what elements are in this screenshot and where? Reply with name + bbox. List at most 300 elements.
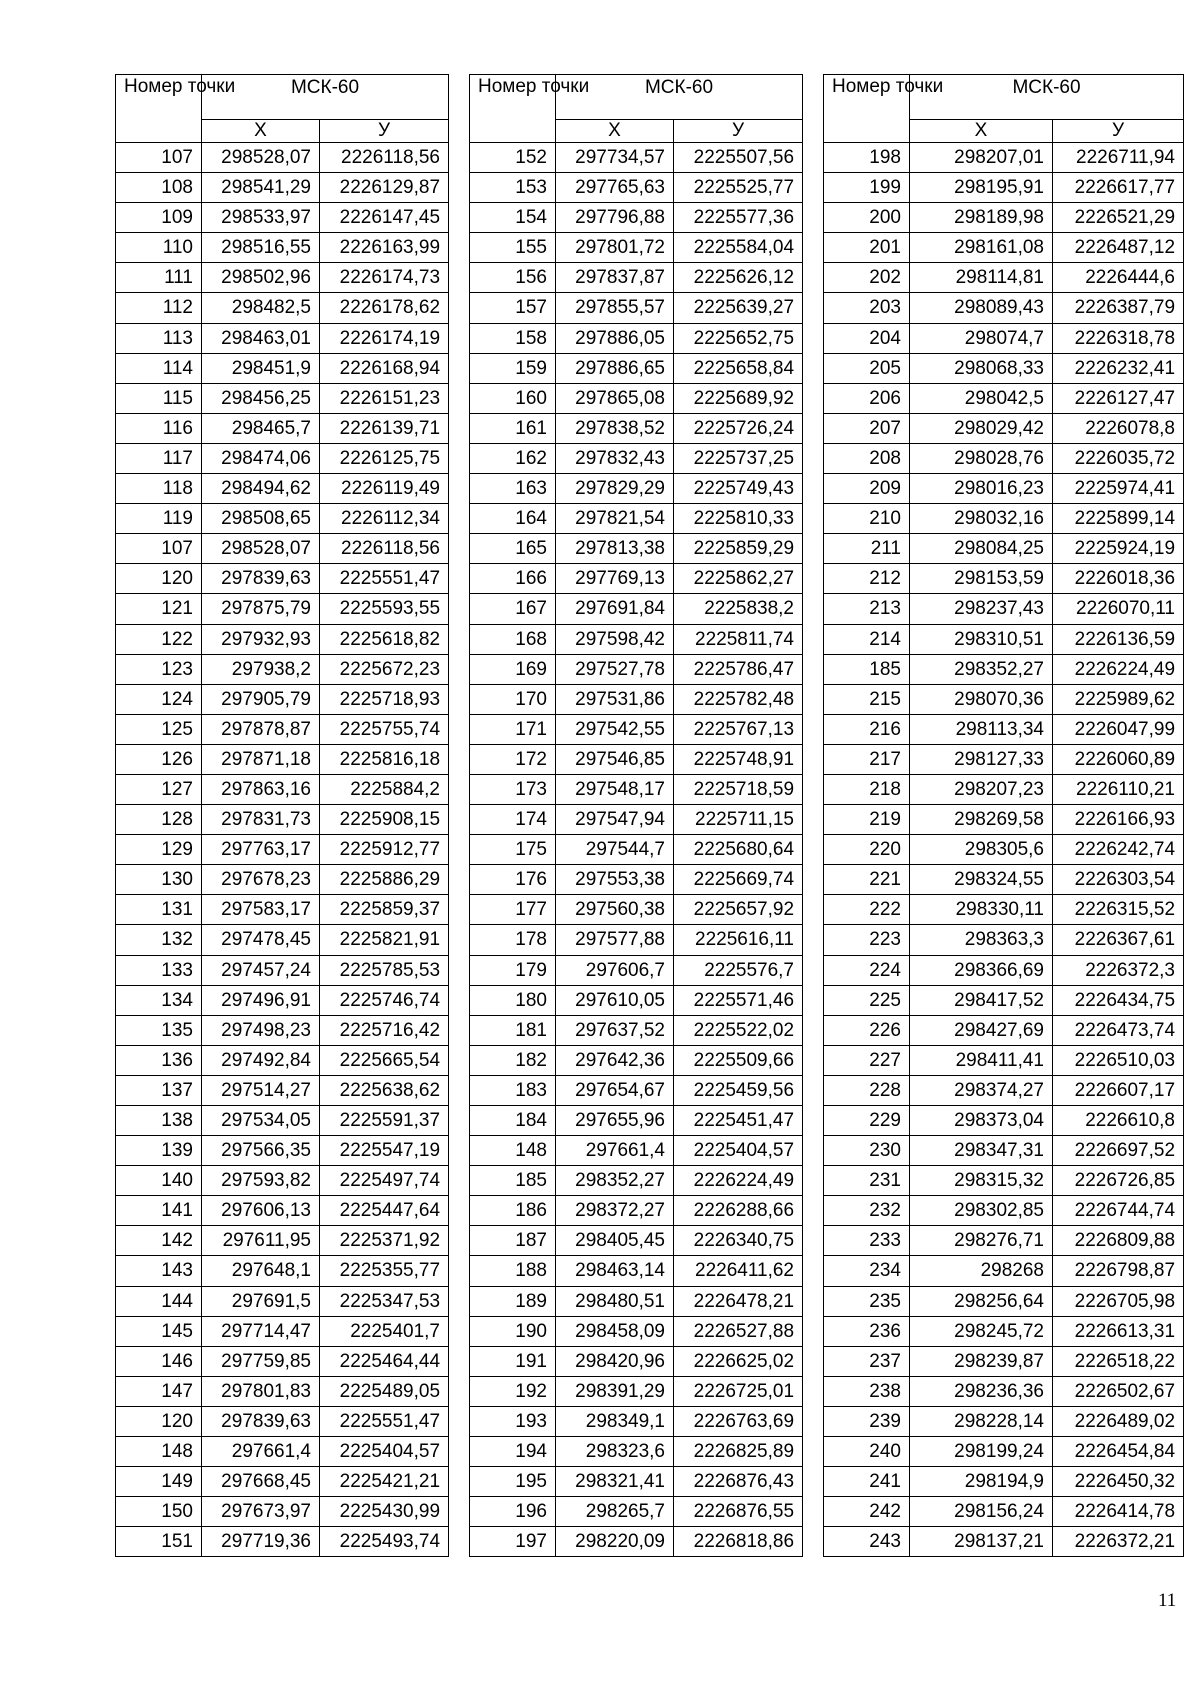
y-coordinate-cell: 2226825,89 [674,1437,803,1467]
table-row [824,805,1184,835]
y-coordinate-cell: 2225908,15 [320,805,449,835]
x-coordinate-cell: 297938,2 [202,654,320,684]
point-number-cell: 108 [116,173,202,203]
point-number-cell: 186 [470,1196,556,1226]
table-row [824,895,1184,925]
point-number-cell: 165 [470,534,556,564]
x-coordinate-cell: 297593,82 [202,1166,320,1196]
y-coordinate-cell: 2225859,29 [674,534,803,564]
table-row [824,1527,1184,1557]
point-number-cell: 216 [824,714,910,744]
table-row [116,1437,449,1467]
x-coordinate-cell: 297838,52 [556,413,674,443]
y-coordinate-cell: 2225746,74 [320,985,449,1015]
table-row [824,1346,1184,1376]
y-coordinate-cell: 2225522,02 [674,1015,803,1045]
x-coordinate-cell: 298330,11 [910,895,1053,925]
x-coordinate-cell: 297534,05 [202,1106,320,1136]
x-coordinate-cell: 297673,97 [202,1497,320,1527]
point-number-cell: 188 [470,1256,556,1286]
y-coordinate-cell: 2226387,79 [1053,293,1184,323]
x-coordinate-cell: 297769,13 [556,564,674,594]
point-number-cell: 182 [470,1045,556,1075]
point-number-cell: 117 [116,443,202,473]
x-coordinate-cell: 298463,01 [202,323,320,353]
table-row [116,1497,449,1527]
x-coordinate-cell: 298153,59 [910,564,1053,594]
point-number-cell: 134 [116,985,202,1015]
table-row [824,323,1184,353]
x-coordinate-cell: 298463,14 [556,1256,674,1286]
y-coordinate-cell: 2225489,05 [320,1376,449,1406]
y-coordinate-cell: 2226809,88 [1053,1226,1184,1256]
x-coordinate-cell: 298042,5 [910,383,1053,413]
y-coordinate-cell: 2226625,02 [674,1346,803,1376]
y-coordinate-cell: 2225404,57 [674,1136,803,1166]
y-coordinate-cell: 2226876,43 [674,1467,803,1497]
y-coordinate-cell: 2225451,47 [674,1106,803,1136]
point-number-cell: 120 [116,1406,202,1436]
y-coordinate-cell: 2226136,59 [1053,624,1184,654]
x-coordinate-cell: 297498,23 [202,1015,320,1045]
point-number-cell: 206 [824,383,910,413]
point-number-cell: 231 [824,1166,910,1196]
table-row [470,1226,803,1256]
y-coordinate-cell: 2226527,88 [674,1316,803,1346]
point-number-cell: 124 [116,684,202,714]
table-row [116,564,449,594]
x-coordinate-cell: 297668,45 [202,1467,320,1497]
x-coordinate-cell: 298363,3 [910,925,1053,955]
y-coordinate-cell: 2225912,77 [320,835,449,865]
point-number-cell: 149 [116,1467,202,1497]
x-coordinate-cell: 297492,84 [202,1045,320,1075]
table-row [824,1075,1184,1105]
x-coordinate-cell: 298302,85 [910,1196,1053,1226]
x-coordinate-cell: 298114,81 [910,263,1053,293]
y-coordinate-cell: 2225430,99 [320,1497,449,1527]
y-coordinate-cell: 2225821,91 [320,925,449,955]
point-number-cell: 213 [824,594,910,624]
point-number-cell: 201 [824,233,910,263]
y-coordinate-cell: 2226613,31 [1053,1316,1184,1346]
y-coordinate-cell: 2225577,36 [674,203,803,233]
x-coordinate-cell: 298237,43 [910,594,1053,624]
y-coordinate-cell: 2225886,29 [320,865,449,895]
table-row [116,1406,449,1436]
point-number-cell: 235 [824,1286,910,1316]
x-coordinate-cell: 297606,7 [556,955,674,985]
y-coordinate-cell: 2226521,29 [1053,203,1184,233]
point-number-cell: 147 [116,1376,202,1406]
x-coordinate-cell: 297875,79 [202,594,320,624]
x-coordinate-cell: 298480,51 [556,1286,674,1316]
point-number-cell: 127 [116,774,202,804]
point-number-cell: 199 [824,173,910,203]
point-number-cell: 125 [116,714,202,744]
y-coordinate-cell: 2226242,74 [1053,835,1184,865]
y-coordinate-cell: 2225658,84 [674,353,803,383]
table-row [116,895,449,925]
y-coordinate-cell: 2225899,14 [1053,504,1184,534]
y-coordinate-cell: 2226174,73 [320,263,449,293]
y-coordinate-cell: 2225974,41 [1053,474,1184,504]
x-coordinate-cell: 298352,27 [910,654,1053,684]
y-coordinate-cell: 2225507,56 [674,143,803,173]
y-coordinate-cell: 2226166,93 [1053,805,1184,835]
table-row [824,654,1184,684]
table-row [824,203,1184,233]
x-coordinate-cell: 297544,7 [556,835,674,865]
y-coordinate-cell: 2226168,94 [320,353,449,383]
y-coordinate-cell: 2225716,42 [320,1015,449,1045]
y-coordinate-cell: 2225657,92 [674,895,803,925]
table-row [470,805,803,835]
point-number-cell: 111 [116,263,202,293]
y-coordinate-cell: 2226610,8 [1053,1106,1184,1136]
x-coordinate-cell: 297932,93 [202,624,320,654]
x-coordinate-cell: 298245,72 [910,1316,1053,1346]
table-row [470,143,803,173]
x-coordinate-cell: 297871,18 [202,744,320,774]
x-coordinate-cell: 297661,4 [556,1136,674,1166]
point-number-cell: 171 [470,714,556,744]
point-number-cell: 239 [824,1406,910,1436]
x-coordinate-cell: 297765,63 [556,173,674,203]
point-number-cell: 132 [116,925,202,955]
table-row [824,1467,1184,1497]
x-coordinate-cell: 298269,58 [910,805,1053,835]
table-row [116,594,449,624]
table-row [470,353,803,383]
table-row [824,1437,1184,1467]
table-row [116,1286,449,1316]
x-coordinate-cell: 298516,55 [202,233,320,263]
coordinate-system-header: МСК-60 [556,75,803,120]
x-coordinate-cell: 297546,85 [556,744,674,774]
y-coordinate-cell: 2225525,77 [674,173,803,203]
table-row [470,173,803,203]
x-coordinate-cell: 298256,64 [910,1286,1053,1316]
point-number-cell: 183 [470,1075,556,1105]
table-row [824,1497,1184,1527]
table-row [116,504,449,534]
y-coordinate-cell: 2226502,67 [1053,1376,1184,1406]
x-coordinate-cell: 298391,29 [556,1376,674,1406]
table-row [116,985,449,1015]
x-coordinate-cell: 297566,35 [202,1136,320,1166]
y-coordinate-cell: 2226232,41 [1053,353,1184,383]
y-coordinate-cell: 2226617,77 [1053,173,1184,203]
y-coordinate-cell: 2225616,11 [674,925,803,955]
x-coordinate-cell: 298310,51 [910,624,1053,654]
point-number-cell: 211 [824,534,910,564]
point-number-cell: 236 [824,1316,910,1346]
table-row [470,1106,803,1136]
x-coordinate-cell: 297886,65 [556,353,674,383]
point-number-cell: 180 [470,985,556,1015]
y-coordinate-cell: 2226478,21 [674,1286,803,1316]
x-coordinate-cell: 298465,7 [202,413,320,443]
table-row [470,1497,803,1527]
point-number-cell: 137 [116,1075,202,1105]
table-row [116,1196,449,1226]
table-row [824,1256,1184,1286]
y-coordinate-cell: 2225680,64 [674,835,803,865]
point-number-cell: 163 [470,474,556,504]
table-row [824,955,1184,985]
y-coordinate-cell: 2225576,7 [674,955,803,985]
table-row [116,173,449,203]
coordinates-table-1 [115,74,449,1557]
point-number-cell: 160 [470,383,556,413]
y-coordinate-cell: 2226224,49 [674,1166,803,1196]
point-number-cell: 107 [116,534,202,564]
x-coordinate-cell: 297878,87 [202,714,320,744]
x-coordinate-cell: 298029,42 [910,413,1053,443]
table-row [470,534,803,564]
table-row [116,534,449,564]
point-number-cell: 207 [824,413,910,443]
table-row [470,835,803,865]
table-row [824,564,1184,594]
point-number-cell: 140 [116,1166,202,1196]
table-row [470,654,803,684]
point-number-cell: 185 [470,1166,556,1196]
table-row [824,1015,1184,1045]
y-coordinate-cell: 2226798,87 [1053,1256,1184,1286]
x-coordinate-cell: 298089,43 [910,293,1053,323]
point-number-cell: 227 [824,1045,910,1075]
page-number: 11 [1158,1590,1177,1611]
x-coordinate-cell: 298420,96 [556,1346,674,1376]
table-row [470,1166,803,1196]
point-number-cell: 233 [824,1226,910,1256]
y-coordinate-cell: 2225584,04 [674,233,803,263]
y-coordinate-cell: 2226372,21 [1053,1527,1184,1557]
y-coordinate-cell: 2226047,99 [1053,714,1184,744]
table-row [470,203,803,233]
y-coordinate-cell: 2225749,43 [674,474,803,504]
table-row [116,744,449,774]
point-number-cell: 189 [470,1286,556,1316]
point-number-cell: 121 [116,594,202,624]
point-number-cell: 151 [116,1527,202,1557]
y-coordinate-cell: 2226763,69 [674,1406,803,1436]
table-row [470,955,803,985]
x-coordinate-cell: 297865,08 [556,383,674,413]
point-number-cell: 176 [470,865,556,895]
point-number-cell: 110 [116,233,202,263]
x-coordinate-cell: 297478,45 [202,925,320,955]
point-number-cell: 136 [116,1045,202,1075]
y-coordinate-cell: 2226060,89 [1053,744,1184,774]
table-row [470,774,803,804]
point-number-cell: 229 [824,1106,910,1136]
point-number-cell: 200 [824,203,910,233]
x-coordinate-cell: 297610,05 [556,985,674,1015]
y-coordinate-cell: 2226607,17 [1053,1075,1184,1105]
table-row [116,413,449,443]
point-number-header: Номер точки [824,75,910,143]
x-coordinate-cell: 297796,88 [556,203,674,233]
point-number-cell: 157 [470,293,556,323]
table-row [470,1196,803,1226]
table-row [116,654,449,684]
table-row [116,143,449,173]
point-number-cell: 120 [116,564,202,594]
x-coordinate-cell: 297598,42 [556,624,674,654]
point-number-cell: 131 [116,895,202,925]
x-coordinate-cell: 297642,36 [556,1045,674,1075]
y-coordinate-cell: 2226473,74 [1053,1015,1184,1045]
table-row [470,1376,803,1406]
point-number-cell: 178 [470,925,556,955]
x-coordinate-cell: 298236,36 [910,1376,1053,1406]
y-coordinate-cell: 2226129,87 [320,173,449,203]
table-row [116,1015,449,1045]
y-coordinate-cell: 2226711,94 [1053,143,1184,173]
point-number-cell: 204 [824,323,910,353]
y-coordinate-cell: 2225421,21 [320,1467,449,1497]
x-coordinate-cell: 297691,84 [556,594,674,624]
x-coordinate-cell: 297611,95 [202,1226,320,1256]
x-coordinate-cell: 298068,33 [910,353,1053,383]
point-number-cell: 217 [824,744,910,774]
table-row [824,474,1184,504]
point-number-cell: 193 [470,1406,556,1436]
y-coordinate-cell: 2225638,62 [320,1075,449,1105]
y-coordinate-cell: 2225782,48 [674,684,803,714]
table-row [824,1196,1184,1226]
x-coordinate-cell: 298016,23 [910,474,1053,504]
y-coordinate-cell: 2225355,77 [320,1256,449,1286]
x-header: Х [556,120,674,143]
x-coordinate-cell: 297759,85 [202,1346,320,1376]
point-number-cell: 219 [824,805,910,835]
x-coordinate-cell: 298032,16 [910,504,1053,534]
y-coordinate-cell: 2226163,99 [320,233,449,263]
x-coordinate-cell: 298366,69 [910,955,1053,985]
y-coordinate-cell: 2226288,66 [674,1196,803,1226]
point-number-cell: 126 [116,744,202,774]
x-coordinate-cell: 297560,38 [556,895,674,925]
table-row [116,955,449,985]
point-number-cell: 202 [824,263,910,293]
table-row [824,835,1184,865]
point-number-cell: 129 [116,835,202,865]
x-header: Х [910,120,1053,143]
point-number-cell: 181 [470,1015,556,1045]
point-number-cell: 138 [116,1106,202,1136]
table-row [470,504,803,534]
y-coordinate-cell: 2225551,47 [320,1406,449,1436]
point-number-cell: 156 [470,263,556,293]
y-coordinate-cell: 2225591,37 [320,1106,449,1136]
y-coordinate-cell: 2225711,15 [674,805,803,835]
y-header: У [1053,120,1184,143]
point-number-cell: 191 [470,1346,556,1376]
point-number-cell: 112 [116,293,202,323]
point-number-cell: 164 [470,504,556,534]
y-coordinate-cell: 2225726,24 [674,413,803,443]
table-row [116,474,449,504]
point-number-cell: 221 [824,865,910,895]
y-coordinate-cell: 2225989,62 [1053,684,1184,714]
table-row [824,1376,1184,1406]
x-coordinate-cell: 298528,07 [202,143,320,173]
point-number-cell: 203 [824,293,910,323]
point-number-cell: 177 [470,895,556,925]
y-coordinate-cell: 2226510,03 [1053,1045,1184,1075]
point-number-cell: 230 [824,1136,910,1166]
x-coordinate-cell: 297886,05 [556,323,674,353]
point-number-cell: 243 [824,1527,910,1557]
table-row [824,744,1184,774]
x-coordinate-cell: 298305,6 [910,835,1053,865]
coordinate-system-header: МСК-60 [202,75,449,120]
x-coordinate-cell: 297531,86 [556,684,674,714]
table-row [470,564,803,594]
point-number-cell: 109 [116,203,202,233]
y-coordinate-cell: 2225810,33 [674,504,803,534]
coordinate-system-header: МСК-60 [910,75,1184,120]
y-coordinate-cell: 2226318,78 [1053,323,1184,353]
table-row [116,1226,449,1256]
table-row [470,1316,803,1346]
table-row [116,925,449,955]
point-number-cell: 210 [824,504,910,534]
x-coordinate-cell: 298323,6 [556,1437,674,1467]
point-number-cell: 107 [116,143,202,173]
table-row [116,865,449,895]
x-coordinate-cell: 298508,65 [202,504,320,534]
x-coordinate-cell: 298372,27 [556,1196,674,1226]
table-row [824,594,1184,624]
y-coordinate-cell: 2225509,66 [674,1045,803,1075]
x-coordinate-cell: 298268 [910,1256,1053,1286]
x-coordinate-cell: 298411,41 [910,1045,1053,1075]
point-number-cell: 242 [824,1497,910,1527]
y-coordinate-cell: 2226697,52 [1053,1136,1184,1166]
x-coordinate-cell: 298456,25 [202,383,320,413]
point-number-cell: 142 [116,1226,202,1256]
point-number-cell: 119 [116,504,202,534]
x-coordinate-cell: 298494,62 [202,474,320,504]
y-coordinate-cell: 2226744,74 [1053,1196,1184,1226]
point-number-cell: 123 [116,654,202,684]
y-coordinate-cell: 2226018,36 [1053,564,1184,594]
table-row [470,323,803,353]
x-coordinate-cell: 297542,55 [556,714,674,744]
table-row [116,835,449,865]
y-coordinate-cell: 2226818,86 [674,1527,803,1557]
table-row [116,1467,449,1497]
x-coordinate-cell: 298373,04 [910,1106,1053,1136]
point-number-cell: 223 [824,925,910,955]
x-coordinate-cell: 297719,36 [202,1527,320,1557]
table-row [116,1045,449,1075]
y-coordinate-cell: 2225811,74 [674,624,803,654]
table-row [116,714,449,744]
point-number-cell: 226 [824,1015,910,1045]
table-row [470,1346,803,1376]
y-coordinate-cell: 2226726,85 [1053,1166,1184,1196]
table-row [470,684,803,714]
table-row [824,1045,1184,1075]
point-number-cell: 148 [116,1437,202,1467]
point-number-cell: 114 [116,353,202,383]
